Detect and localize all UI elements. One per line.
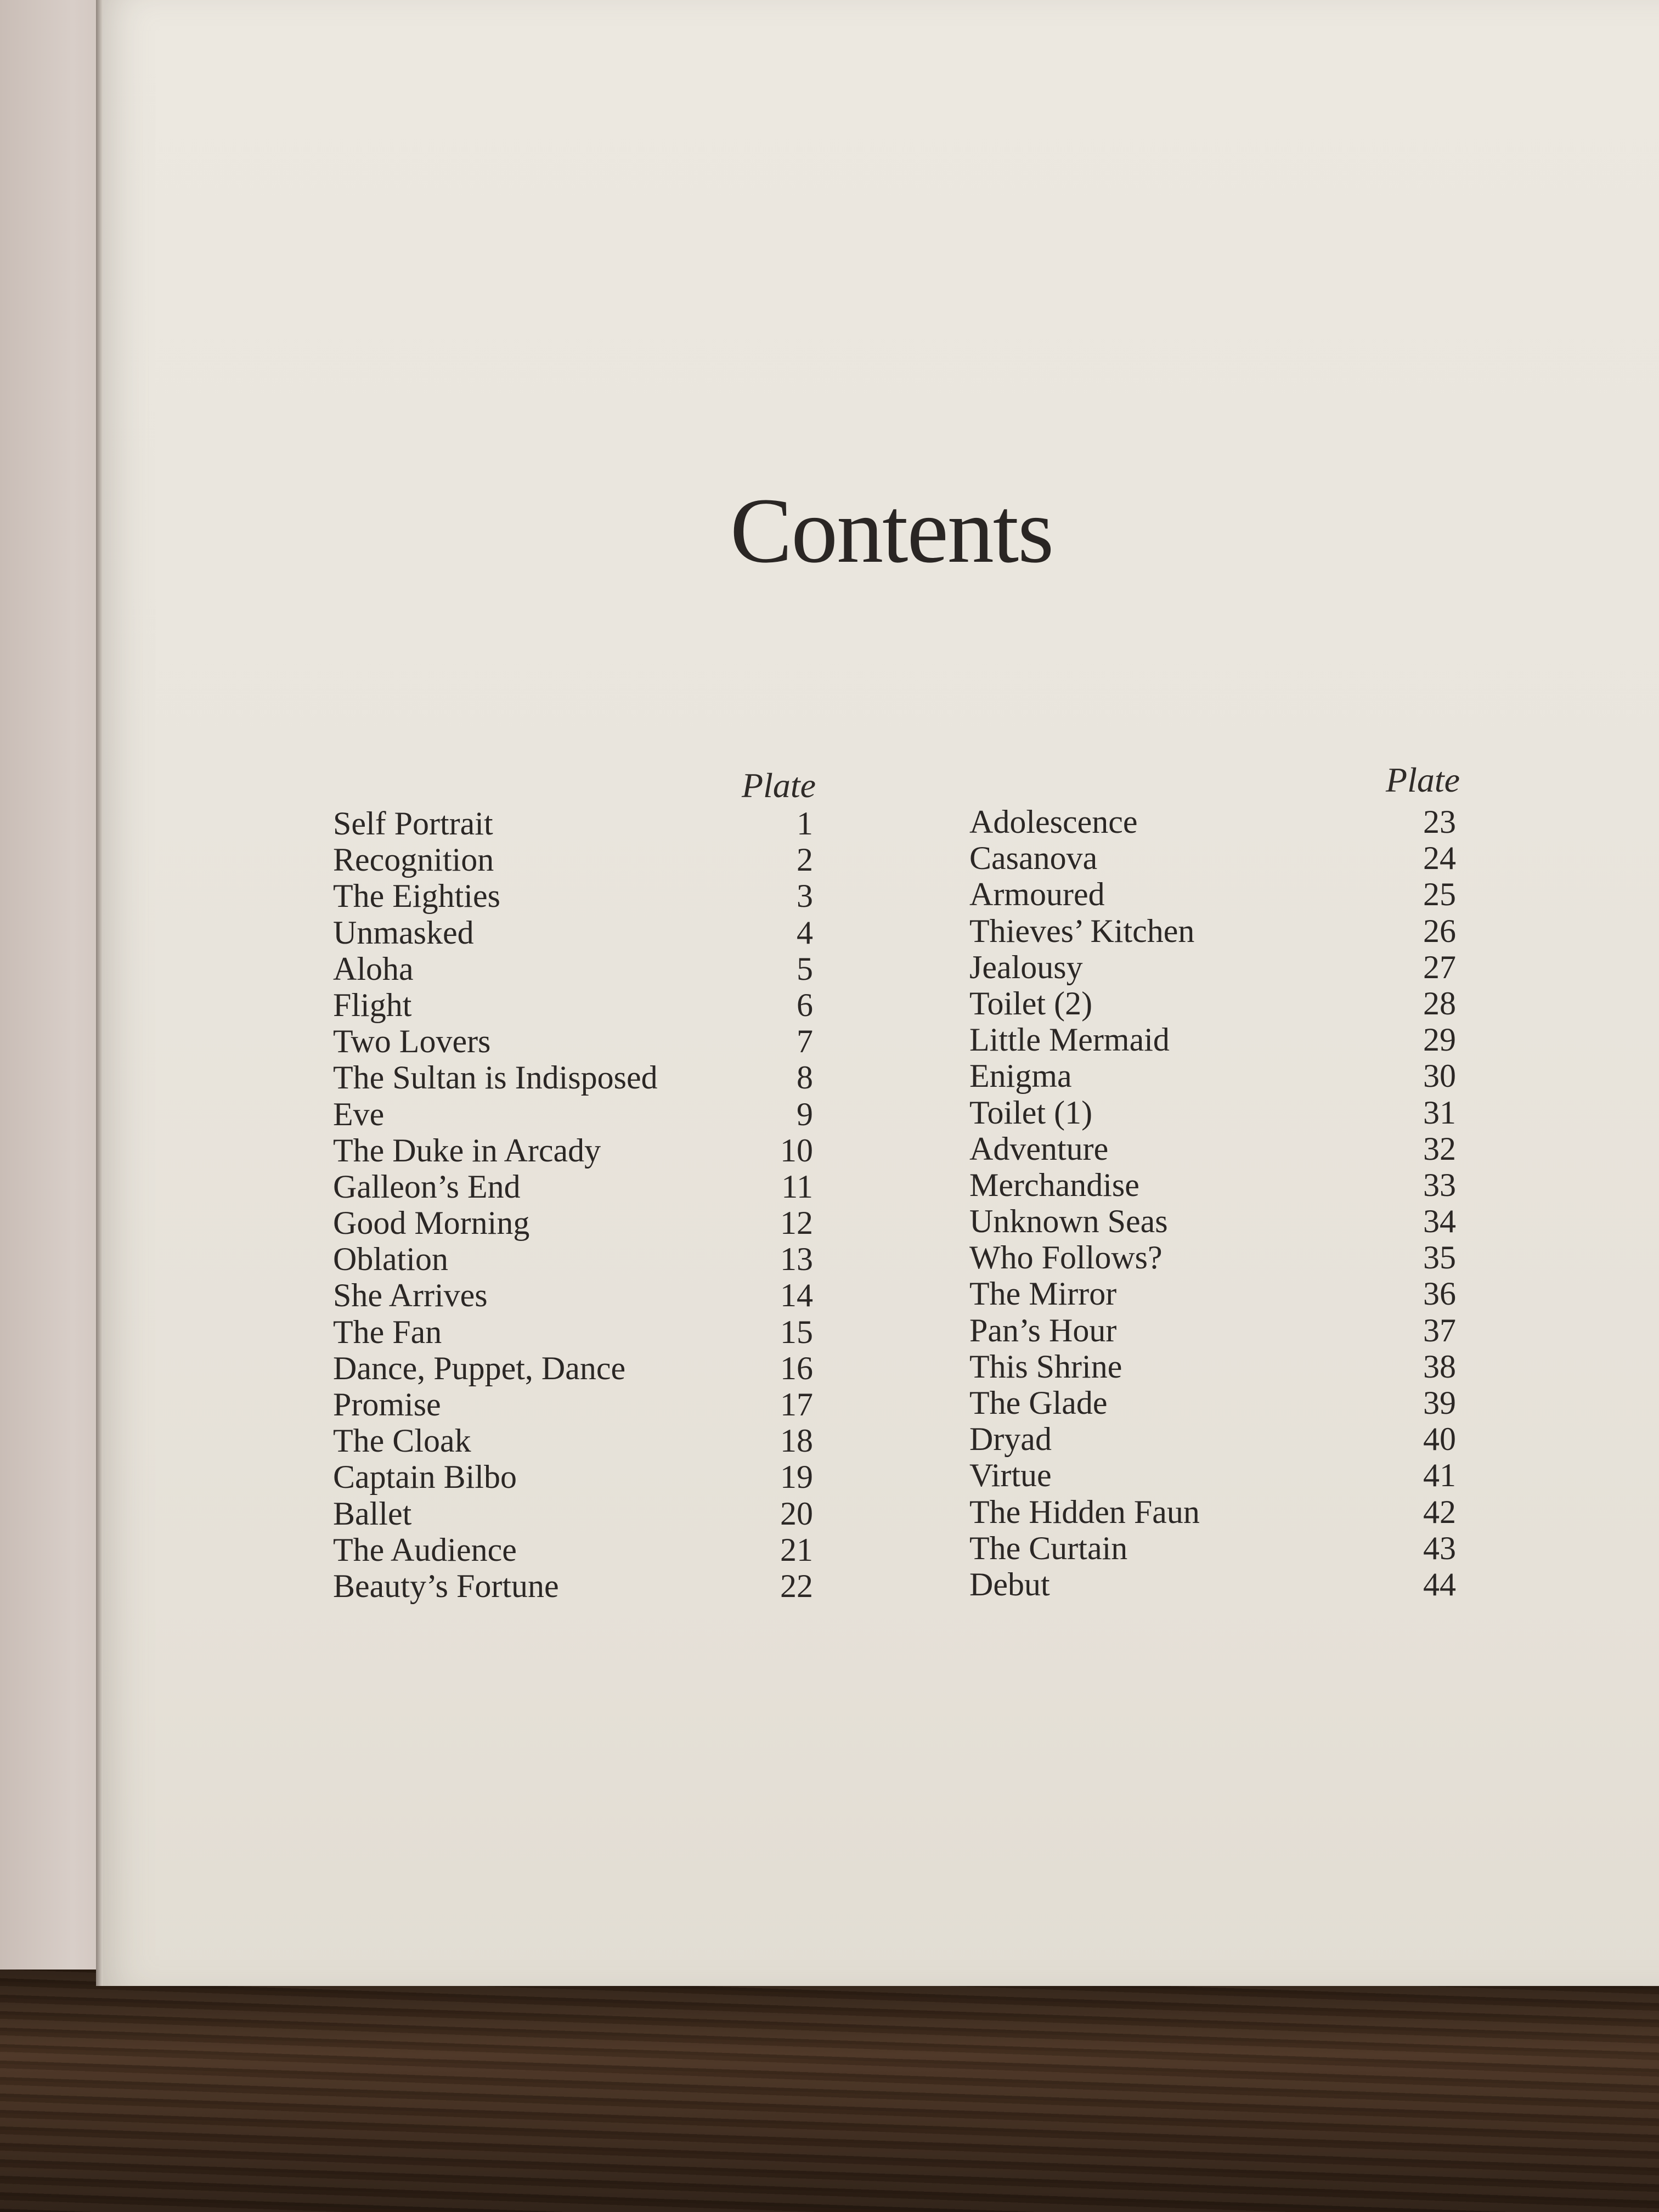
entry-title: Two Lovers: [333, 1023, 491, 1060]
entry-title: Merchandise: [969, 1166, 1139, 1203]
contents-entry: [333, 1277, 813, 1313]
entry-title: Good Morning: [333, 1205, 530, 1242]
entry-plate-number: 10: [780, 1132, 813, 1169]
entry-plate-number: 32: [1423, 1130, 1456, 1167]
entry-title: The Duke in Arcady: [333, 1132, 601, 1169]
contents-entry: [969, 1058, 1456, 1094]
entry-title: Dance, Puppet, Dance: [333, 1350, 626, 1386]
contents-entry: [333, 805, 813, 842]
entry-plate-number: 14: [780, 1277, 813, 1314]
contents-entry: [333, 1459, 813, 1495]
contents-entry: [969, 1203, 1456, 1239]
entry-plate-number: 31: [1423, 1094, 1456, 1131]
entry-title: Oblation: [333, 1241, 448, 1278]
entry-title: She Arrives: [333, 1277, 488, 1314]
entry-title: The Sultan is Indisposed: [333, 1059, 658, 1096]
contents-entry: [969, 1530, 1456, 1566]
entry-title: Toilet (1): [969, 1094, 1093, 1131]
entry-title: Beauty’s Fortune: [333, 1567, 559, 1604]
entry-plate-number: 29: [1423, 1022, 1456, 1058]
contents-entry: [333, 987, 813, 1023]
entry-title: Aloha: [333, 950, 414, 987]
page-title: Contents: [730, 479, 1053, 582]
entry-plate-number: 2: [797, 842, 813, 878]
contents-entry: [969, 1457, 1456, 1493]
contents-entry: [333, 1205, 813, 1241]
page-gutter: [96, 0, 103, 1986]
entry-title: Recognition: [333, 842, 494, 878]
entry-plate-number: 25: [1423, 876, 1456, 913]
contents-entry: [333, 1386, 813, 1423]
contents-entry: [969, 1348, 1456, 1385]
contents-entry: [333, 1496, 813, 1532]
contents-right-column: [969, 804, 1456, 1602]
contents-entry: [969, 804, 1456, 840]
contents-entry: [333, 878, 813, 914]
entry-plate-number: 35: [1423, 1239, 1456, 1276]
entry-title: Unknown Seas: [969, 1203, 1168, 1240]
contents-entry: [333, 1532, 813, 1568]
contents-entry: [969, 840, 1456, 876]
contents-entry: [969, 1276, 1456, 1312]
entry-plate-number: 20: [780, 1495, 813, 1532]
entry-plate-number: 12: [780, 1205, 813, 1242]
entry-title: Toilet (2): [969, 985, 1093, 1022]
entry-plate-number: 17: [780, 1386, 813, 1423]
entry-plate-number: 23: [1423, 804, 1456, 840]
contents-entry: [969, 985, 1456, 1022]
entry-title: Unmasked: [333, 914, 474, 951]
entry-title: Enigma: [969, 1058, 1072, 1094]
contents-entry: [333, 1096, 813, 1132]
entry-plate-number: 3: [797, 878, 813, 915]
contents-entry: [969, 1494, 1456, 1530]
entry-title: Galleon’s End: [333, 1168, 521, 1205]
contents-entry: [969, 1312, 1456, 1348]
entry-title: Dryad: [969, 1421, 1052, 1458]
contents-entry: [333, 842, 813, 878]
entry-title: Who Follows?: [969, 1239, 1163, 1276]
contents-entry: [333, 915, 813, 951]
contents-entry: [333, 1023, 813, 1059]
entry-title: Self Portrait: [333, 805, 493, 842]
contents-entry: [969, 1167, 1456, 1203]
entry-title: Promise: [333, 1386, 441, 1423]
entry-plate-number: 21: [780, 1531, 813, 1568]
contents-entry: [969, 1385, 1456, 1421]
entry-title: Pan’s Hour: [969, 1312, 1117, 1348]
contents-entry: [969, 1566, 1456, 1602]
entry-plate-number: 8: [797, 1059, 813, 1096]
entry-title: Adolescence: [969, 804, 1138, 840]
entry-title: The Fan: [333, 1313, 442, 1350]
entry-plate-number: 34: [1423, 1203, 1456, 1240]
entry-title: Little Mermaid: [969, 1022, 1170, 1058]
contents-entry: [969, 1094, 1456, 1131]
entry-title: Jealousy: [969, 949, 1083, 985]
contents-entry: [969, 913, 1456, 949]
entry-plate-number: 16: [780, 1350, 813, 1386]
contents-entry: [969, 1022, 1456, 1058]
contents-entry: [333, 1241, 813, 1277]
wooden-table: [0, 1970, 1659, 2212]
entry-plate-number: 28: [1423, 985, 1456, 1022]
entry-plate-number: 44: [1423, 1566, 1456, 1602]
entry-title: Debut: [969, 1566, 1050, 1602]
contents-entry: [969, 1131, 1456, 1167]
entry-title: This Shrine: [969, 1348, 1122, 1385]
entry-title: Adventure: [969, 1130, 1109, 1167]
contents-entry: [969, 949, 1456, 985]
entry-title: Virtue: [969, 1457, 1052, 1494]
entry-title: The Audience: [333, 1531, 517, 1568]
entry-plate-number: 24: [1423, 840, 1456, 877]
entry-plate-number: 33: [1423, 1166, 1456, 1203]
entry-plate-number: 9: [797, 1096, 813, 1132]
entry-plate-number: 27: [1423, 949, 1456, 985]
entry-title: The Glade: [969, 1385, 1108, 1421]
entry-plate-number: 43: [1423, 1530, 1456, 1566]
entry-title: Ballet: [333, 1495, 412, 1532]
entry-plate-number: 42: [1423, 1493, 1456, 1530]
contents-entry: [333, 1350, 813, 1386]
entry-plate-number: 40: [1423, 1421, 1456, 1458]
entry-title: The Hidden Faun: [969, 1493, 1200, 1530]
contents-entry: [969, 1421, 1456, 1457]
entry-plate-number: 36: [1423, 1276, 1456, 1312]
entry-plate-number: 37: [1423, 1312, 1456, 1348]
entry-title: The Curtain: [969, 1530, 1128, 1566]
entry-title: Captain Bilbo: [333, 1459, 517, 1496]
entry-title: Thieves’ Kitchen: [969, 912, 1195, 949]
entry-title: The Mirror: [969, 1276, 1117, 1312]
entry-title: Flight: [333, 986, 412, 1023]
entry-plate-number: 4: [797, 914, 813, 951]
plate-header-left: Plate: [742, 766, 816, 805]
entry-plate-number: 18: [780, 1423, 813, 1459]
entry-title: Eve: [333, 1096, 385, 1132]
plate-header-right: Plate: [1386, 760, 1460, 799]
entry-plate-number: 22: [780, 1567, 813, 1604]
entry-plate-number: 39: [1423, 1385, 1456, 1421]
entry-plate-number: 7: [797, 1023, 813, 1060]
entry-title: The Eighties: [333, 878, 500, 915]
entry-plate-number: 11: [781, 1168, 813, 1205]
contents-entry: [333, 1568, 813, 1604]
entry-plate-number: 1: [797, 805, 813, 842]
entry-plate-number: 6: [797, 986, 813, 1023]
entry-plate-number: 5: [797, 950, 813, 987]
contents-entry: [333, 1059, 813, 1096]
contents-left-column: [333, 805, 813, 1604]
entry-plate-number: 26: [1423, 912, 1456, 949]
entry-plate-number: 41: [1423, 1457, 1456, 1494]
entry-plate-number: 19: [780, 1459, 813, 1496]
contents-entry: [333, 1314, 813, 1350]
contents-entry: [333, 1132, 813, 1169]
contents-entry: [969, 876, 1456, 912]
entry-plate-number: 15: [780, 1313, 813, 1350]
contents-entry: [969, 1239, 1456, 1276]
contents-entry: [333, 1423, 813, 1459]
entry-title: The Cloak: [333, 1423, 471, 1459]
entry-plate-number: 30: [1423, 1058, 1456, 1094]
entry-title: Casanova: [969, 840, 1098, 877]
entry-title: Armoured: [969, 876, 1105, 913]
contents-entry: [333, 1169, 813, 1205]
contents-entry: [333, 951, 813, 987]
entry-plate-number: 13: [780, 1241, 813, 1278]
entry-plate-number: 38: [1423, 1348, 1456, 1385]
